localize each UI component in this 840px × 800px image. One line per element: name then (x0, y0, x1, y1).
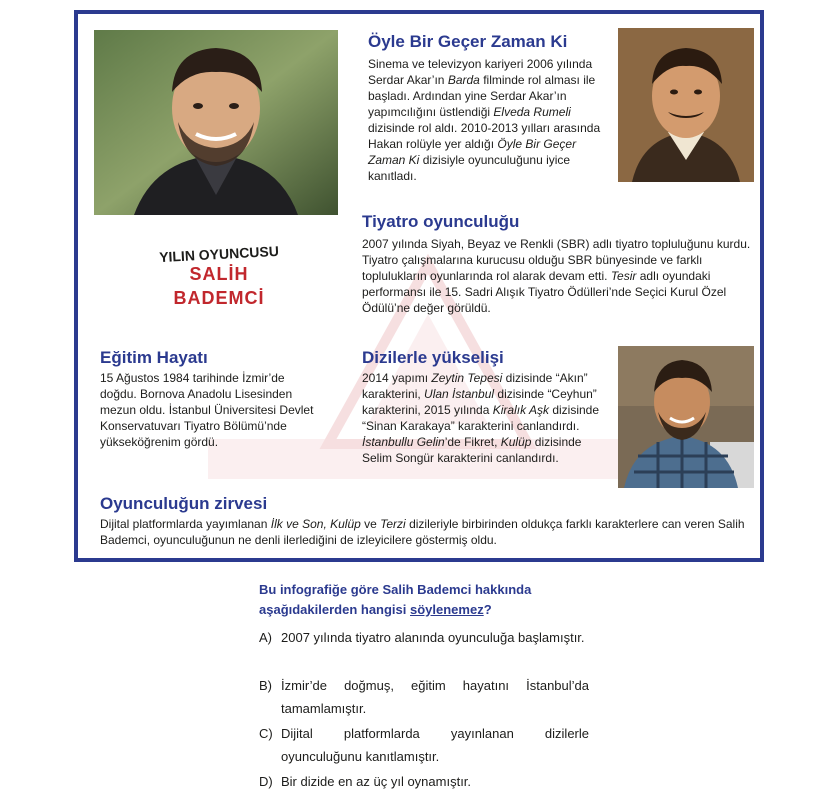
infographic-frame (74, 10, 764, 562)
option-text: 2007 yılında tiyatro alanında oyunculuğa başlamıştır. (281, 630, 585, 645)
section-text-zirve: Dijital platformlarda yayımlanan İlk ve Son, Kulüp ve Terzi dizileriyle birbirinden oldukça farklı karakterlere can veren Salih Bademci, oyunculuğunun ne denli ilerlediğini de izleyicilere göstermiş oldu. (100, 517, 745, 547)
option-d[interactable] (259, 770, 589, 793)
actor-of-year-badge (134, 242, 304, 310)
option-letter: B) (259, 678, 272, 693)
section-title-zirve: Oyunculuğun zirvesi (100, 494, 268, 513)
badge-label: YILIN OYUNCUSU (158, 242, 280, 266)
movie-role-photo (618, 28, 754, 182)
badge-last-name: BADEMCİ (173, 288, 265, 308)
section-text-zaman: Sinema ve televizyon kariyeri 2006 yılında Serdar Akar’ın Barda filminde rol alması ile başladı. Ardından yine Serdar Akar’ın yapımcılığını üstlendiği Elveda Rumeli dizisinde rol aldı. 2010-2013 yılları arasında Hakan rolüyle yer aldığı Öyle Bir Geçer Zaman Ki dizisiyle oyunculuğunu iyice kanıtladı. (368, 57, 601, 183)
series-role-photo (618, 346, 754, 488)
option-letter: D) (259, 774, 273, 789)
badge-first-name: SALİH (189, 264, 249, 284)
section-title-egitim: Eğitim Hayatı (100, 348, 208, 367)
section-text-tiyatro: 2007 yılında Siyah, Beyaz ve Renkli (SBR) adlı tiyatro topluluğunu kurdu. Tiyatro çalışmalarına kurucusu olduğu SBR bünyesinde ve farklı toplulukların oyunlarında rol alarak devam etti. Tesir adlı oyundaki performansı ile 15. Sadri Alışık Tiyatro Ödülleri’nde Seçici Kurul Özel Ödülü’ne değer görüldü. (362, 237, 751, 315)
option-text: Dijital platformlarda yayınlanan dizilerle oyunculuğunu kanıtlamıştır. (281, 726, 589, 764)
section-text-egitim: 15 Ağustos 1984 tarihinde İzmir’de doğdu. Bornova Anadolu Lisesinden mezun oldu. İstanbul Üniversitesi Devlet Konservatuvarı Tiyatro Bölümü’nde yükseköğrenim gördü. (100, 371, 314, 449)
main-portrait-photo (94, 30, 338, 215)
negative-keyword: söylenemez (410, 602, 484, 617)
section-text-diziler: 2014 yapımı Zeytin Tepesi dizisinde “Akın” karakterini, Ulan İstanbul dizisinde “Ceyhun” karakterini, 2015 yılında Kiralık Aşk dizisinde “Sinan Karakaya” karakterini canlandırdı. İstanbullu Gelin’de Fikret, Kulüp dizisinde Selim Songür karakterini canlandırdı. (362, 371, 600, 465)
option-letter: A) (259, 630, 272, 645)
section-title-diziler: Dizilerle yükselişi (362, 348, 504, 367)
section-title-zaman: Öyle Bir Geçer Zaman Ki (368, 32, 568, 51)
option-text: İzmir’de doğmuş, eğitim hayatını İstanbul’da tamamlamıştır. (281, 678, 589, 716)
section-title-tiyatro: Tiyatro oyunculuğu (362, 212, 520, 231)
question-stem: Bu infografiğe göre Salih Bademci hakkında aşağıdakilerden hangisi söylenemez? (259, 582, 532, 617)
option-c[interactable] (259, 722, 589, 768)
option-letter: C) (259, 726, 273, 741)
option-b[interactable] (259, 674, 589, 720)
option-text: Bir dizide en az üç yıl oynamıştır. (281, 774, 472, 789)
option-a[interactable] (259, 626, 589, 649)
